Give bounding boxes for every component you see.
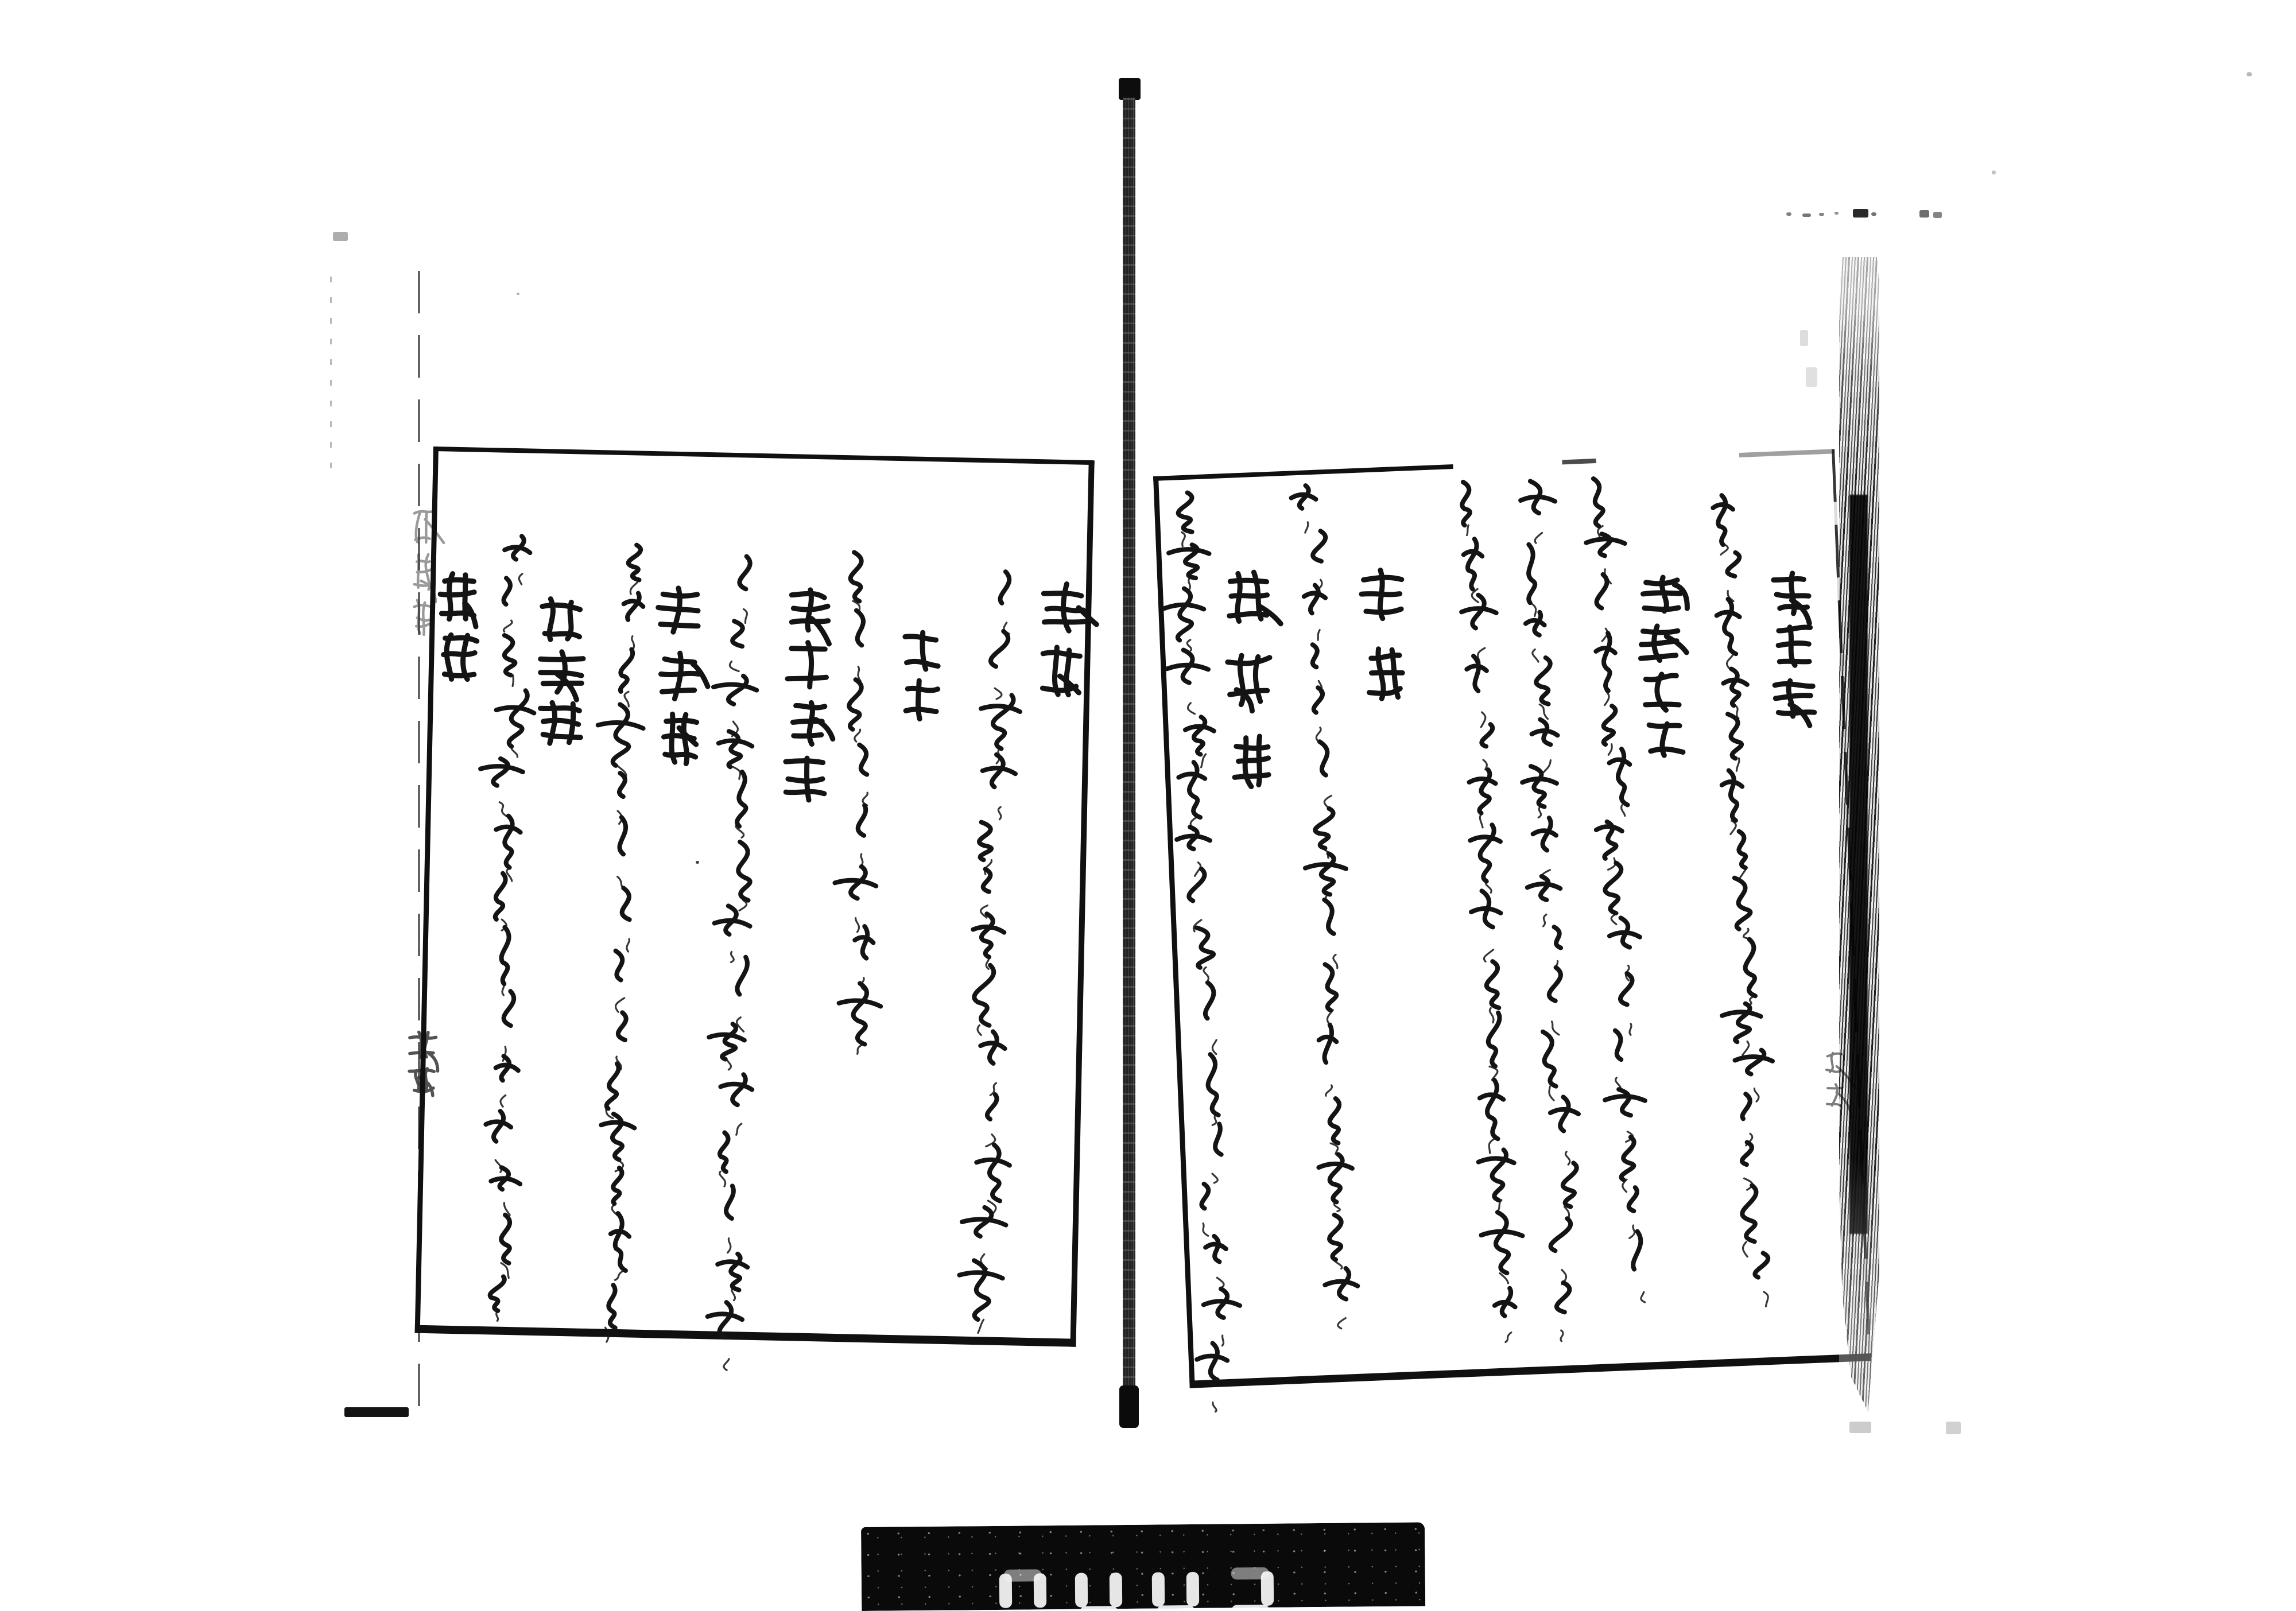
spine-fold-line	[1123, 98, 1135, 1388]
segment-tl	[999, 1574, 1013, 1608]
left-page	[415, 447, 1095, 1347]
artifact-dash-11	[1871, 212, 1876, 216]
section-heading-column-l3	[892, 627, 949, 725]
right-page-frame-bottom	[1189, 1353, 1871, 1388]
counter-digit-1	[999, 1569, 1047, 1611]
segment-tl	[1152, 1572, 1165, 1606]
section-heading-column-r1	[1763, 568, 1824, 725]
section-heading-column-r7	[1354, 564, 1415, 724]
section-heading-column-l1	[1034, 578, 1092, 705]
counter-digit-3	[1152, 1568, 1200, 1611]
spine-bottom-blot	[1119, 1385, 1139, 1428]
artifact-dash-19	[2247, 72, 2252, 76]
artifact-dash-7	[1802, 213, 1811, 217]
artifact-dash-8	[1819, 213, 1824, 216]
artifact-dash-6	[1786, 212, 1791, 216]
segment-tr	[1110, 1573, 1123, 1607]
segment-tr	[1186, 1572, 1200, 1606]
segment-tr	[1261, 1571, 1274, 1606]
artifact-dash-16	[1849, 1422, 1871, 1433]
segment-m	[1231, 1605, 1269, 1611]
left-page-frame-top	[433, 447, 1095, 465]
counter-digits	[861, 1522, 1425, 1527]
counter-digit-4	[1227, 1567, 1274, 1611]
page-edge-band-fade	[1839, 257, 1879, 1412]
section-heading-column-l5	[777, 581, 837, 806]
artifact-vline-1	[330, 277, 332, 479]
artifact-dash-9	[1835, 212, 1839, 215]
artifact-dash-15	[1806, 367, 1817, 387]
artifact-dash-3	[333, 232, 348, 241]
artifact-dash-4	[517, 293, 519, 295]
segment-m	[1157, 1605, 1194, 1611]
artifact-dash-13	[1933, 212, 1942, 218]
spine-top-cap	[1119, 78, 1141, 100]
artifact-dash-12	[1919, 210, 1929, 218]
segment-tl	[1075, 1573, 1088, 1608]
verse-column-l8	[578, 534, 664, 1342]
film-frame-counter	[861, 1522, 1425, 1611]
counter-digit-2	[1075, 1569, 1123, 1611]
segment-m	[1080, 1606, 1118, 1611]
segment-tr	[1034, 1573, 1047, 1608]
artifact-dash-10	[1853, 209, 1868, 218]
artifact-dash-14	[1800, 330, 1808, 346]
verse-column-l2	[949, 552, 1034, 1317]
right-page	[1153, 449, 1871, 1388]
section-heading-column-l11	[428, 565, 486, 687]
artifact-dash-18	[1992, 170, 1996, 174]
artifact-dash-2	[344, 1407, 409, 1417]
artifact-dash-17	[1946, 1422, 1961, 1434]
